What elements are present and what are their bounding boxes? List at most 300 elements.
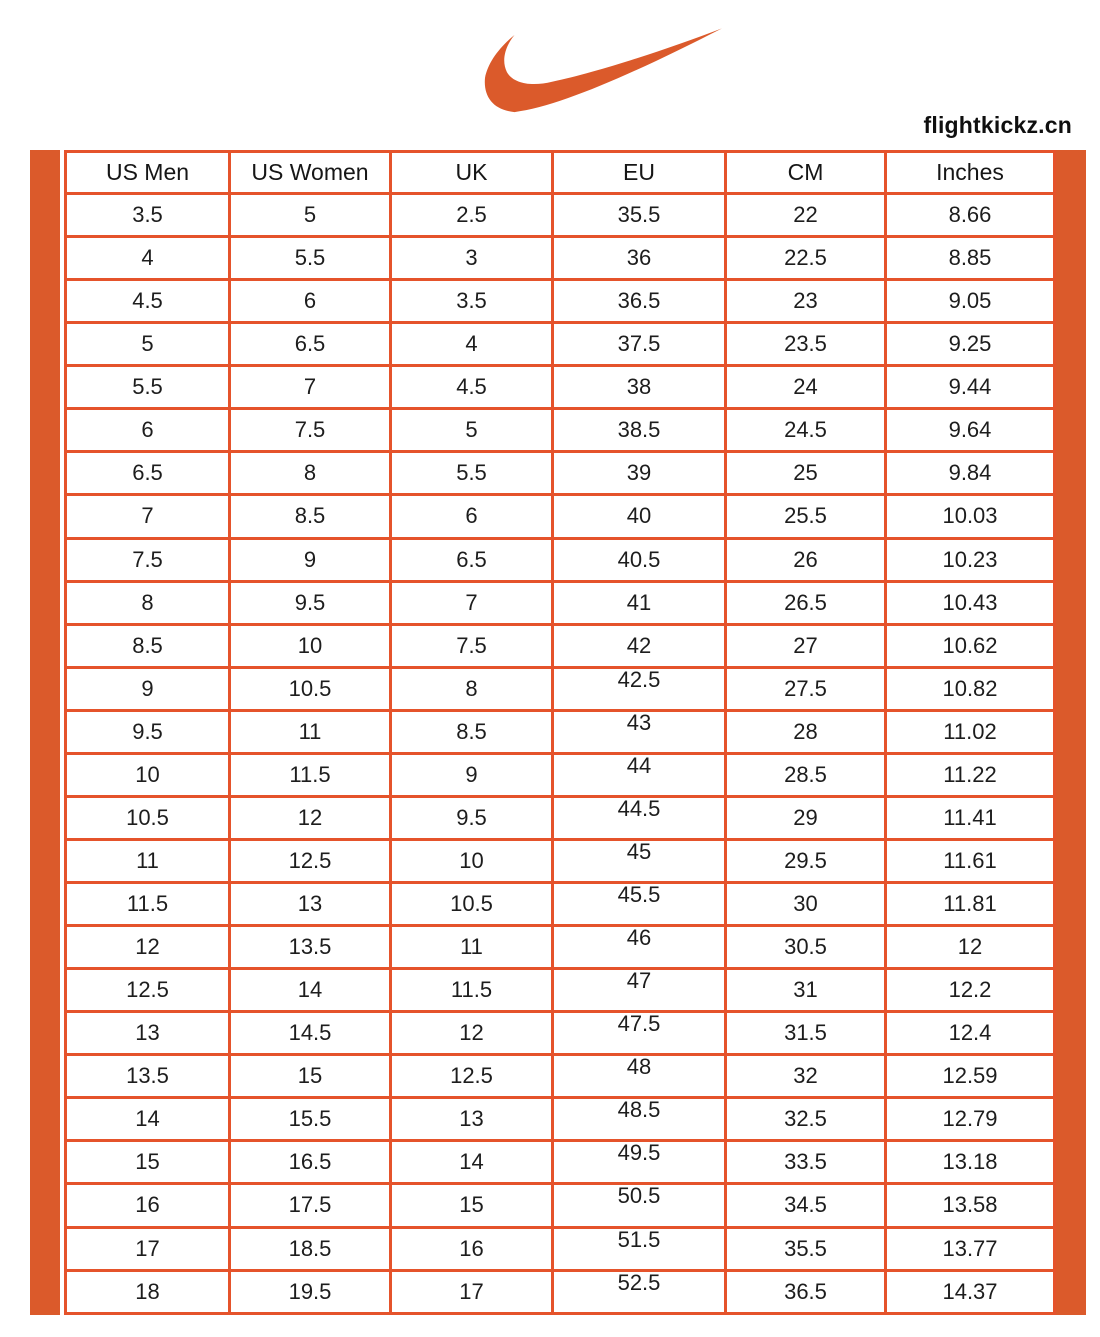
size-value: 12: [135, 934, 160, 960]
size-cell: [553, 710, 726, 753]
size-value: 22: [793, 202, 818, 228]
size-value: 11.41: [943, 804, 997, 830]
size-cell: [230, 667, 391, 710]
size-value: 10: [135, 761, 160, 787]
size-cell: [66, 839, 230, 882]
size-cell: [553, 409, 726, 452]
size-value: 10: [297, 632, 323, 658]
size-value: 19.5: [288, 1278, 332, 1304]
size-cell: [886, 237, 1055, 280]
size-cell: [66, 624, 230, 667]
size-cell: [553, 883, 726, 926]
size-cell: [391, 495, 553, 538]
size-cell: [391, 194, 553, 237]
column-header: EU: [553, 152, 726, 194]
size-value: 12: [297, 804, 323, 830]
size-cell: [230, 1012, 391, 1055]
size-cell: [230, 452, 391, 495]
size-cell: [553, 538, 726, 581]
table-row: [66, 366, 1055, 409]
size-value: 9: [303, 546, 317, 572]
size-value: 32.5: [784, 1106, 827, 1132]
size-cell: [230, 1184, 391, 1227]
size-value: 32: [793, 1063, 818, 1089]
table-row: [66, 926, 1055, 969]
size-value: 15: [297, 1063, 323, 1089]
right-accent-bar: [1056, 150, 1086, 1315]
size-cell: [230, 1141, 391, 1184]
size-value: 27: [793, 632, 818, 658]
size-value: 8.85: [948, 245, 992, 271]
size-value: 47: [626, 968, 652, 994]
size-value: 11: [298, 718, 322, 744]
size-cell: [553, 194, 726, 237]
size-cell: [66, 1184, 230, 1227]
size-value: 13: [297, 891, 323, 917]
size-cell: [553, 495, 726, 538]
size-value: 47.5: [617, 1011, 661, 1037]
size-value: 39: [626, 460, 652, 486]
size-cell: [886, 366, 1055, 409]
size-cell: [391, 969, 553, 1012]
size-cell: [391, 237, 553, 280]
size-table: [64, 150, 1056, 1315]
size-value: 12.5: [288, 847, 332, 873]
size-value: 10.43: [942, 589, 998, 615]
size-cell: [726, 1184, 886, 1227]
size-value: 9.05: [948, 288, 992, 314]
size-cell: [230, 280, 391, 323]
size-value: 34.5: [784, 1192, 827, 1218]
size-cell: [726, 237, 886, 280]
table-row: [66, 1184, 1055, 1227]
size-cell: [553, 366, 726, 409]
size-cell: [726, 323, 886, 366]
size-cell: [66, 796, 230, 839]
table-row: [66, 839, 1055, 882]
size-value: 40: [626, 503, 652, 529]
size-cell: [66, 366, 230, 409]
size-value: 11.22: [943, 761, 997, 787]
size-value: 12: [459, 1020, 484, 1046]
size-value: 44.5: [617, 796, 661, 821]
size-cell: [726, 280, 886, 323]
size-cell: [886, 710, 1055, 753]
size-cell: [553, 926, 726, 969]
size-value: 17: [135, 1235, 160, 1261]
size-cell: [66, 883, 230, 926]
size-cell: [391, 1055, 553, 1098]
size-cell: [886, 1227, 1055, 1270]
size-value: 12.59: [942, 1063, 998, 1089]
size-value: 31: [793, 977, 818, 1003]
size-value: 35.5: [784, 1235, 827, 1261]
size-value: 29: [793, 804, 818, 830]
size-value: 14: [135, 1106, 160, 1132]
size-cell: [391, 667, 553, 710]
size-cell: [553, 969, 726, 1012]
size-cell: [886, 926, 1055, 969]
size-value: 24: [793, 374, 818, 400]
size-value: 38: [626, 374, 652, 400]
size-value: 28: [793, 718, 818, 744]
size-cell: [726, 796, 886, 839]
size-value: 7.5: [132, 546, 163, 572]
size-value: 7: [303, 374, 317, 400]
size-cell: [66, 667, 230, 710]
size-cell: [230, 323, 391, 366]
size-value: 7: [465, 589, 478, 615]
size-cell: [66, 926, 230, 969]
size-cell: [726, 1055, 886, 1098]
size-cell: [726, 538, 886, 581]
table-row: [66, 1270, 1055, 1313]
size-cell: [886, 323, 1055, 366]
size-value: 28.5: [784, 761, 827, 787]
size-value: 9.64: [948, 417, 992, 443]
size-cell: [553, 1098, 726, 1141]
size-value: 4: [141, 245, 154, 271]
size-cell: [230, 1270, 391, 1313]
size-cell: [726, 753, 886, 796]
size-cell: [886, 495, 1055, 538]
size-value: 7: [141, 503, 154, 529]
size-cell: [66, 280, 230, 323]
size-value: 29.5: [784, 847, 827, 873]
column-header: Inches: [886, 152, 1055, 194]
size-cell: [391, 280, 553, 323]
table-row: [66, 1098, 1055, 1141]
size-cell: [553, 1141, 726, 1184]
size-cell: [230, 926, 391, 969]
size-cell: [726, 409, 886, 452]
size-value: 9.44: [948, 374, 992, 400]
size-cell: [230, 883, 391, 926]
size-cell: [886, 194, 1055, 237]
size-value: 24.5: [784, 417, 827, 443]
size-value: 11.81: [943, 891, 997, 917]
size-value: 8.5: [132, 632, 163, 658]
size-value: 11: [136, 847, 159, 873]
column-header: US Men: [66, 152, 230, 194]
size-cell: [553, 839, 726, 882]
size-value: 9.5: [132, 718, 163, 744]
size-cell: [726, 710, 886, 753]
table-row: [66, 1012, 1055, 1055]
size-value: 42: [626, 632, 652, 658]
size-value: 18: [135, 1278, 160, 1304]
size-conversion-chart: [30, 150, 1083, 1315]
size-value: 13.77: [942, 1235, 998, 1261]
size-cell: [230, 194, 391, 237]
size-cell: [66, 969, 230, 1012]
size-cell: [66, 1227, 230, 1270]
table-row: [66, 538, 1055, 581]
size-value: 2.5: [456, 202, 487, 228]
size-value: 5: [303, 202, 317, 228]
size-value: 16: [459, 1235, 484, 1261]
size-cell: [391, 926, 553, 969]
size-cell: [230, 839, 391, 882]
size-value: 36.5: [784, 1278, 827, 1304]
size-cell: [66, 1141, 230, 1184]
size-value: 9.5: [456, 804, 487, 830]
size-value: 36.5: [617, 288, 661, 314]
table-row: [66, 969, 1055, 1012]
size-value: 16.5: [288, 1149, 332, 1175]
size-value: 10: [459, 847, 484, 873]
size-value: 13: [459, 1106, 484, 1132]
size-cell: [886, 1270, 1055, 1313]
size-value: 10.62: [942, 632, 998, 658]
column-header: UK: [391, 152, 553, 194]
size-cell: [886, 1184, 1055, 1227]
size-value: 8: [303, 460, 317, 486]
size-cell: [886, 1098, 1055, 1141]
size-cell: [886, 1012, 1055, 1055]
size-value: 43: [626, 710, 652, 735]
size-cell: [726, 581, 886, 624]
size-value: 12: [957, 934, 983, 960]
size-cell: [553, 1270, 726, 1313]
size-value: 9.5: [294, 589, 326, 615]
size-cell: [391, 624, 553, 667]
size-cell: [391, 883, 553, 926]
size-value: 15.5: [288, 1106, 332, 1132]
column-header: CM: [726, 152, 886, 194]
size-cell: [391, 366, 553, 409]
column-header: US Women: [230, 152, 391, 194]
size-value: 33.5: [784, 1149, 827, 1175]
size-value: 5: [465, 417, 478, 443]
size-cell: [553, 1055, 726, 1098]
size-value: 14: [297, 977, 323, 1003]
table-row: [66, 452, 1055, 495]
size-value: 12.2: [948, 977, 992, 1003]
table-row: [66, 753, 1055, 796]
size-value: 5.5: [132, 374, 163, 400]
size-value: 11.61: [943, 847, 997, 873]
size-value: 12.5: [126, 977, 169, 1003]
size-cell: [66, 1270, 230, 1313]
size-cell: [66, 409, 230, 452]
size-cell: [230, 710, 391, 753]
size-value: 11.5: [289, 761, 331, 787]
size-value: 10.03: [942, 503, 998, 529]
size-cell: [726, 495, 886, 538]
size-cell: [66, 194, 230, 237]
size-value: 6.5: [294, 331, 326, 357]
size-cell: [886, 969, 1055, 1012]
table-row: [66, 1055, 1055, 1098]
size-cell: [553, 1227, 726, 1270]
size-value: 25.5: [784, 503, 827, 529]
size-value: 14.5: [288, 1020, 332, 1046]
table-row: [66, 495, 1055, 538]
size-value: 7.5: [294, 417, 326, 443]
size-cell: [391, 753, 553, 796]
size-cell: [66, 323, 230, 366]
size-value: 6: [141, 417, 154, 443]
size-value: 6: [465, 503, 478, 529]
size-cell: [66, 1098, 230, 1141]
table-row: [66, 710, 1055, 753]
size-value: 50.5: [617, 1183, 661, 1209]
size-cell: [886, 581, 1055, 624]
size-cell: [66, 237, 230, 280]
size-cell: [886, 409, 1055, 452]
size-cell: [230, 969, 391, 1012]
size-cell: [391, 1012, 553, 1055]
size-cell: [230, 1055, 391, 1098]
size-value: 9.25: [948, 331, 992, 357]
table-header-row: [66, 152, 1055, 194]
size-value: 23: [793, 288, 818, 314]
size-value: 12.4: [948, 1020, 992, 1046]
size-value: 10.23: [942, 546, 998, 572]
size-value: 46: [626, 925, 652, 951]
size-cell: [726, 624, 886, 667]
size-cell: [230, 796, 391, 839]
size-value: 6.5: [132, 460, 163, 486]
size-value: 44: [626, 753, 652, 778]
size-value: 27.5: [784, 675, 827, 701]
size-cell: [391, 538, 553, 581]
size-value: 17.5: [288, 1192, 332, 1218]
size-cell: [726, 194, 886, 237]
size-value: 10.82: [942, 675, 998, 701]
size-value: 52.5: [617, 1270, 661, 1295]
table-row: [66, 883, 1055, 926]
size-value: 36: [626, 245, 652, 271]
size-value: 48.5: [617, 1097, 661, 1123]
size-cell: [726, 667, 886, 710]
size-value: 10.5: [450, 891, 493, 917]
size-value: 3: [465, 245, 478, 271]
size-value: 7.5: [456, 632, 487, 658]
size-value: 26: [793, 546, 818, 572]
size-cell: [726, 883, 886, 926]
size-cell: [886, 839, 1055, 882]
size-value: 25: [793, 460, 818, 486]
size-cell: [726, 1141, 886, 1184]
size-value: 12.5: [450, 1063, 493, 1089]
size-cell: [391, 1227, 553, 1270]
table-row: [66, 280, 1055, 323]
size-value: 9: [141, 675, 154, 701]
size-cell: [66, 495, 230, 538]
size-value: 26.5: [784, 589, 827, 615]
table-row: [66, 796, 1055, 839]
size-cell: [66, 581, 230, 624]
size-cell: [886, 452, 1055, 495]
table-row: [66, 237, 1055, 280]
size-value: 17: [459, 1278, 484, 1304]
table-row: [66, 194, 1055, 237]
size-cell: [886, 538, 1055, 581]
size-value: 6.5: [456, 546, 487, 572]
size-value: 5: [141, 331, 154, 357]
size-cell: [66, 1012, 230, 1055]
size-value: 49.5: [617, 1140, 661, 1166]
size-value: 30.5: [784, 934, 827, 960]
size-value: 6: [303, 288, 317, 314]
size-cell: [230, 366, 391, 409]
size-cell: [726, 452, 886, 495]
size-cell: [886, 753, 1055, 796]
size-value: 45.5: [617, 882, 661, 908]
size-value: 11.5: [450, 977, 493, 1003]
size-cell: [553, 667, 726, 710]
size-value: 13: [135, 1020, 160, 1046]
size-value: 10.5: [126, 804, 169, 830]
size-cell: [886, 667, 1055, 710]
size-cell: [391, 1141, 553, 1184]
size-cell: [553, 624, 726, 667]
size-cell: [553, 1184, 726, 1227]
size-value: 45: [626, 839, 652, 864]
size-cell: [230, 1098, 391, 1141]
size-cell: [230, 624, 391, 667]
table-row: [66, 323, 1055, 366]
size-cell: [391, 1270, 553, 1313]
size-cell: [553, 753, 726, 796]
size-cell: [391, 581, 553, 624]
size-value: 11.02: [943, 718, 997, 744]
size-value: 41: [626, 589, 652, 615]
size-value: 38.5: [617, 417, 661, 443]
size-cell: [886, 280, 1055, 323]
size-cell: [391, 796, 553, 839]
size-cell: [726, 839, 886, 882]
table-row: [66, 1227, 1055, 1270]
size-cell: [886, 1141, 1055, 1184]
size-cell: [230, 495, 391, 538]
table-row: [66, 624, 1055, 667]
size-value: 3.5: [132, 202, 163, 228]
size-cell: [391, 710, 553, 753]
size-value: 31.5: [784, 1020, 827, 1046]
size-cell: [553, 581, 726, 624]
size-value: 11.5: [126, 891, 169, 917]
size-cell: [726, 969, 886, 1012]
size-cell: [726, 1270, 886, 1313]
size-cell: [886, 1055, 1055, 1098]
size-cell: [230, 753, 391, 796]
size-value: 48: [626, 1054, 652, 1080]
size-value: 13.5: [288, 934, 332, 960]
size-cell: [553, 796, 726, 839]
size-cell: [391, 409, 553, 452]
size-value: 14.37: [942, 1278, 998, 1304]
size-value: 8.66: [948, 202, 992, 228]
size-cell: [726, 1098, 886, 1141]
size-value: 15: [135, 1149, 160, 1175]
table-row: [66, 1141, 1055, 1184]
size-value: 16: [135, 1192, 160, 1218]
size-value: 22.5: [784, 245, 827, 271]
size-value: 9.84: [948, 460, 992, 486]
size-cell: [391, 839, 553, 882]
nike-swoosh-icon: [446, 26, 722, 122]
size-value: 3.5: [456, 288, 487, 314]
size-value: 4: [465, 331, 478, 357]
size-cell: [230, 581, 391, 624]
size-value: 12.79: [942, 1106, 998, 1132]
size-cell: [553, 323, 726, 366]
table-row: [66, 581, 1055, 624]
size-cell: [553, 237, 726, 280]
